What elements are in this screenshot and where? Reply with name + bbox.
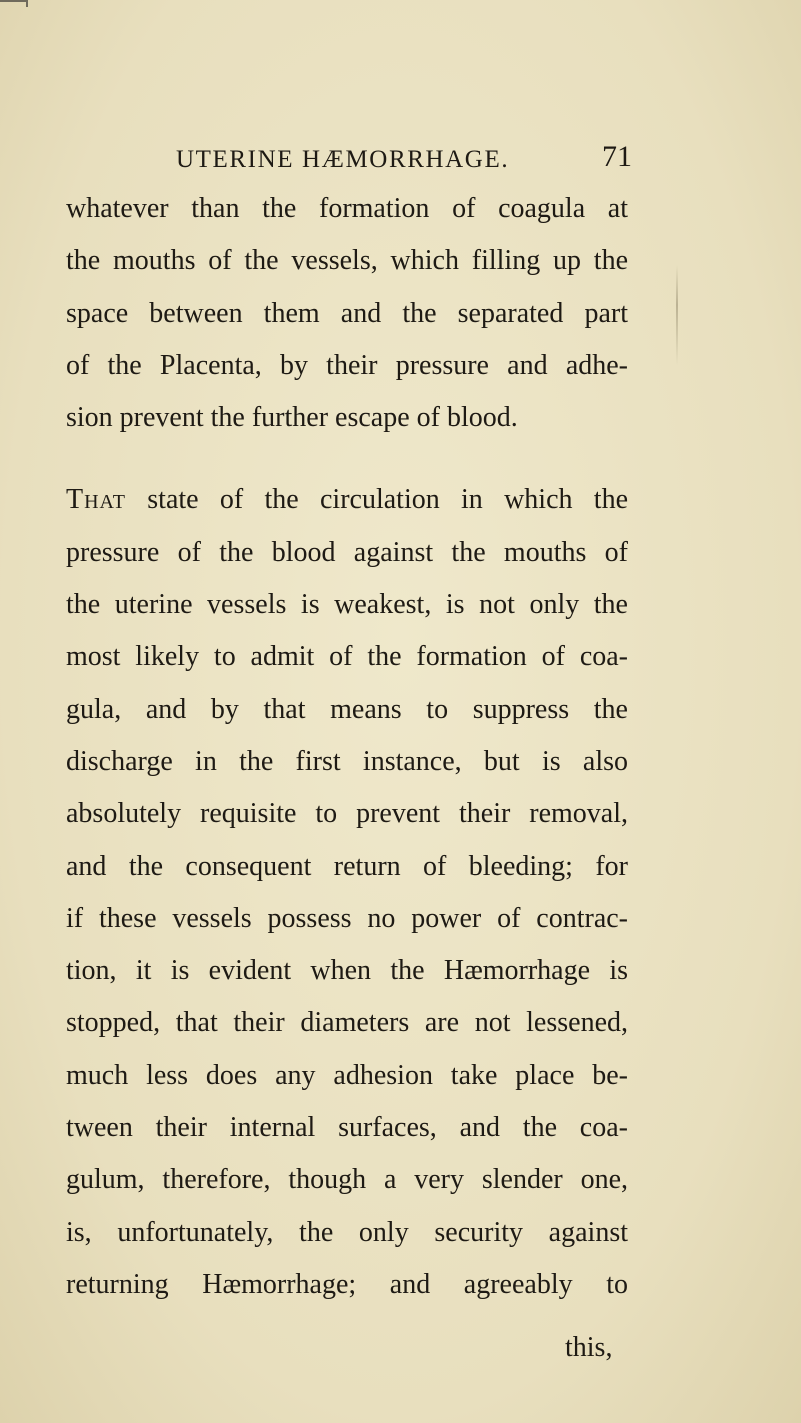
text-line: is, unfortunately, the only security against [66, 1216, 628, 1248]
text-line: pressure of the blood against the mouths of [66, 536, 628, 568]
text-line: gula, and by that means to suppress the [66, 693, 628, 725]
page-header [176, 140, 632, 180]
text-line: and the consequent return of bleeding; for [66, 850, 628, 882]
text-line: whatever than the formation of coagula at [66, 193, 628, 224]
text-line: of the Placenta, by their pressure and adhe- [66, 349, 628, 381]
text-line: if these vessels possess no power of contrac- [66, 902, 628, 934]
text-line: discharge in the first instance, but is also [66, 745, 628, 777]
text-line: sion prevent the further escape of blood. [66, 402, 518, 434]
text-line: absolutely requisite to prevent their removal, [66, 798, 628, 830]
text-line-rest: state of the circulation in which the [126, 484, 628, 516]
text-line: gulum, therefore, though a very slender one, [66, 1164, 628, 1196]
text-line [66, 474, 628, 526]
text-line: the mouths of the vessels, which filling up the [66, 245, 628, 277]
paper-crease [676, 265, 678, 365]
text-line: most likely to admit of the formation of coa- [66, 641, 628, 673]
page-number: 71 [602, 140, 632, 173]
text-line: tion, it is evident when the Hæmorrhage is [66, 955, 628, 987]
text-line: much less does any adhesion take place be- [66, 1059, 628, 1091]
text-line: tween their internal surfaces, and the coa- [66, 1112, 628, 1144]
text-line: returning Hæmorrhage; and agreeably to [66, 1268, 628, 1300]
text-line: stopped, that their diameters are not lessened, [66, 1007, 628, 1039]
body-text [66, 183, 628, 1311]
text-line: the uterine vessels is weakest, is not only the [66, 589, 628, 621]
text-line: space between them and the separated part [66, 297, 628, 329]
catchword: this, [565, 1332, 613, 1363]
paragraph-lead-word: That [66, 484, 126, 516]
running-head: UTERINE HÆMORRHAGE. [176, 146, 510, 173]
page-corner-mark [0, 0, 28, 7]
